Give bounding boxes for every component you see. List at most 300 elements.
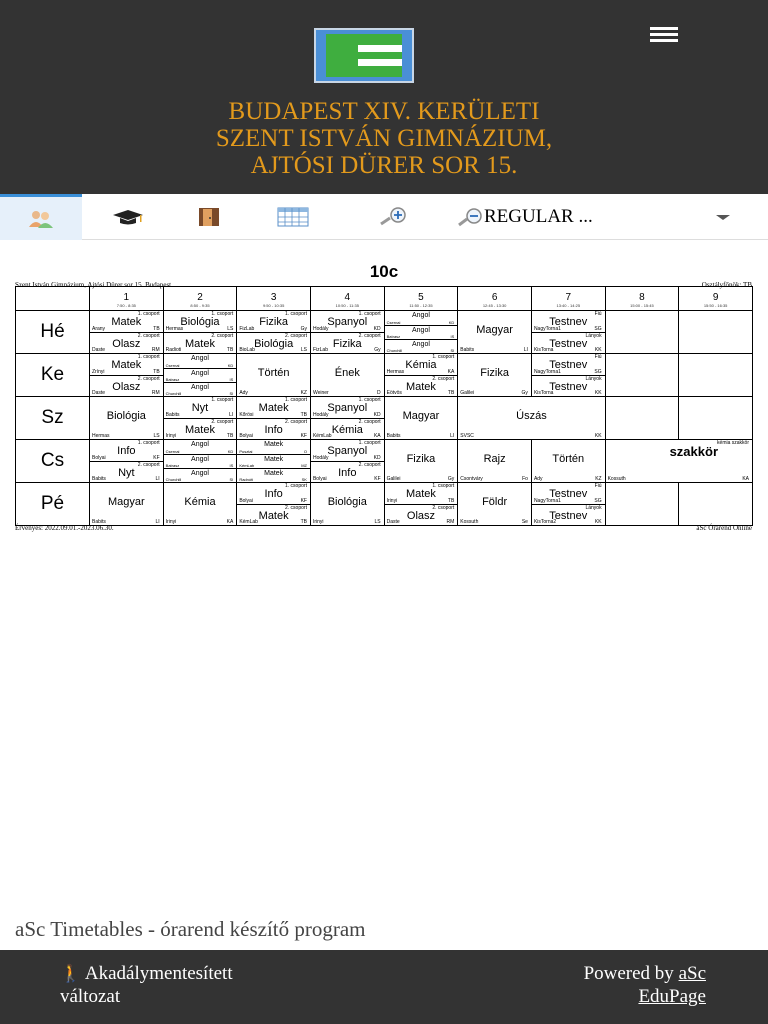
grid-calendar-icon	[277, 206, 309, 228]
room-teacher: Hermas	[386, 369, 405, 375]
room-teacher: Pusztai	[239, 448, 253, 454]
timetable-title: 10c	[369, 262, 399, 281]
subject: Info	[264, 488, 283, 500]
subject: Info	[117, 445, 136, 457]
subject: Olasz	[406, 510, 436, 522]
room-teacher: Daste	[92, 390, 106, 396]
subject: Biológia	[327, 496, 367, 508]
period-number: 9	[712, 292, 719, 303]
subject: Fizika	[480, 367, 509, 379]
group-label: 1. csoport	[285, 483, 307, 489]
lesson[interactable]	[90, 311, 163, 332]
room-teacher: Radnóti	[239, 476, 254, 482]
room-teacher: Ady	[239, 390, 248, 396]
accessibility-icon: 🚶	[60, 964, 82, 983]
subject: Testnev	[549, 510, 588, 522]
tab-classes[interactable]	[0, 194, 82, 240]
room-teacher: Hodály	[312, 455, 329, 461]
school-name-line: SZENT ISTVÁN GIMNÁZIUM,	[215, 125, 553, 152]
period-header	[458, 287, 532, 311]
group-label: Angol	[412, 312, 430, 319]
group-label: 1. csoport	[432, 354, 455, 360]
lesson[interactable]	[532, 504, 605, 525]
lesson-cell[interactable]	[163, 311, 237, 354]
subject: Magyar	[107, 496, 145, 508]
lesson[interactable]	[606, 440, 752, 482]
teacher-code: RM	[151, 347, 160, 353]
zoom-in-button[interactable]	[366, 194, 422, 240]
teacher-code: KA	[226, 519, 234, 525]
lesson[interactable]	[385, 311, 458, 325]
teacher-code: TB	[300, 519, 307, 525]
day-row	[16, 440, 753, 483]
teacher-code: TB	[447, 390, 455, 396]
room-teacher: KisTorna	[533, 347, 554, 353]
group-label: Angol	[412, 326, 430, 334]
hamburger-menu-icon[interactable]	[650, 27, 678, 41]
day-row	[16, 311, 753, 354]
lesson[interactable]	[164, 397, 237, 418]
room-teacher: Csernai	[165, 448, 180, 454]
teacher-code: SG	[594, 369, 602, 375]
lesson-cell[interactable]	[163, 397, 237, 440]
room-teacher: Babits	[92, 519, 106, 525]
timetable-select[interactable]	[484, 194, 744, 240]
room-teacher: Irinyi	[386, 498, 398, 504]
lesson[interactable]	[164, 454, 237, 468]
lesson-cell[interactable]	[90, 397, 164, 440]
room-teacher: Babits	[460, 347, 475, 353]
lesson[interactable]	[458, 354, 531, 396]
subject: Biológia	[106, 410, 146, 422]
subject: Ének	[334, 367, 360, 379]
group-label: 2. csoport	[358, 419, 381, 425]
lesson[interactable]	[90, 397, 163, 439]
lesson-cell[interactable]	[310, 440, 384, 483]
group-label: 1. csoport	[211, 311, 234, 317]
group-label: Angol	[191, 469, 209, 477]
room-teacher: Arany	[92, 326, 106, 332]
lesson[interactable]	[458, 483, 531, 525]
teacher-code: KF	[300, 433, 307, 439]
lesson[interactable]	[311, 418, 384, 439]
period-header-row	[16, 287, 753, 311]
lesson[interactable]	[311, 332, 384, 353]
teacher-code: Gy	[374, 347, 381, 353]
accessible-version-link[interactable]	[60, 962, 233, 1008]
day-row	[16, 397, 753, 440]
lesson-cell[interactable]	[90, 354, 164, 397]
lesson-cell[interactable]	[237, 483, 311, 526]
group-label: 1. csoport	[137, 440, 160, 446]
asc-tagline[interactable]: aSc Timetables - órarend készítő program	[15, 917, 366, 941]
lesson[interactable]	[532, 375, 605, 396]
teacher-code: LI	[155, 476, 160, 482]
accessible-label: Akadálymentesített	[84, 963, 233, 984]
group-label: Angol	[191, 455, 209, 463]
room-teacher: Churchill	[165, 476, 182, 482]
lesson-cell[interactable]	[531, 483, 605, 526]
teacher-code: TB	[153, 369, 160, 375]
subject: Testnev	[549, 359, 588, 371]
subject: Magyar	[476, 324, 513, 336]
room-teacher: KémLab	[239, 462, 255, 468]
lesson[interactable]	[164, 468, 237, 482]
period-header	[531, 287, 605, 311]
lesson[interactable]	[90, 440, 163, 461]
lesson-cell[interactable]	[237, 354, 311, 397]
group-label: 1. csoport	[358, 311, 381, 317]
period-number: 6	[491, 292, 498, 303]
lesson-cell[interactable]	[458, 397, 605, 440]
lesson[interactable]	[385, 375, 458, 396]
lesson[interactable]	[532, 440, 605, 482]
room-teacher: KisTorna2	[533, 519, 557, 525]
tab-overview[interactable]	[266, 194, 320, 240]
group-label: 2. csoport	[137, 376, 160, 382]
school-name	[40, 98, 728, 179]
lesson-cell[interactable]	[384, 311, 458, 354]
day-label: Ke	[16, 354, 90, 397]
lesson[interactable]	[311, 354, 384, 396]
corner-cell	[16, 287, 90, 311]
lesson[interactable]	[532, 311, 605, 332]
room-teacher: Irinyi	[165, 519, 177, 525]
period-time: 15:00 - 15:45	[630, 303, 654, 308]
tab-rooms[interactable]	[184, 194, 236, 240]
group-label: kémia szakkör	[717, 440, 749, 446]
room-teacher: Csontváry	[460, 476, 483, 482]
period-time: 7:50 - 8:35	[116, 303, 136, 308]
lesson[interactable]	[237, 454, 310, 468]
room-teacher: Daste	[386, 519, 400, 525]
lesson[interactable]	[164, 483, 237, 525]
room-teacher: Eötvös	[386, 390, 402, 396]
period-number: 4	[344, 292, 351, 303]
room-teacher: Zrínyi	[92, 369, 105, 375]
period-header	[310, 287, 384, 311]
teacher-code: LI	[229, 412, 234, 418]
group-label: 2. csoport	[285, 419, 307, 425]
lesson[interactable]	[311, 483, 384, 525]
lesson-cell[interactable]	[605, 440, 752, 483]
teacher-code: RM	[151, 390, 160, 396]
day-label: Hé	[16, 311, 90, 354]
subject: Matek	[185, 424, 215, 436]
graduation-cap-icon	[111, 208, 145, 226]
group-label: 1. csoport	[358, 397, 381, 403]
lesson-cell[interactable]	[90, 483, 164, 526]
subject: Matek	[405, 381, 436, 393]
lesson-cell[interactable]	[458, 483, 532, 526]
teacher-code: D	[377, 390, 381, 396]
subject: Magyar	[402, 410, 440, 422]
lesson-cell[interactable]	[310, 354, 384, 397]
day-row	[16, 354, 753, 397]
lesson[interactable]	[164, 418, 237, 439]
lesson-cell[interactable]	[531, 354, 605, 397]
lesson-cell[interactable]	[384, 483, 458, 526]
teacher-code: KF	[153, 455, 160, 461]
teacher-code: KK	[594, 433, 602, 439]
lesson[interactable]	[237, 354, 310, 396]
teacher-code: KZ	[300, 390, 307, 396]
subject: Testnev	[549, 488, 588, 500]
teacher-code: KK	[594, 390, 602, 396]
teacher-code: SI	[229, 476, 234, 482]
lesson[interactable]	[532, 332, 605, 353]
lesson[interactable]	[237, 418, 310, 439]
teacher-code: LI	[523, 347, 528, 353]
lesson-cell[interactable]	[237, 397, 311, 440]
group-label: Angol	[191, 369, 209, 377]
teacher-code: SG	[594, 498, 602, 504]
lesson[interactable]	[532, 483, 605, 504]
day-label: Pé	[16, 483, 90, 526]
subject: Testnev	[549, 381, 588, 393]
lesson-cell[interactable]	[458, 354, 532, 397]
subject: Földr	[482, 496, 508, 508]
lesson-cell	[605, 354, 679, 397]
lesson-cell[interactable]	[384, 440, 458, 483]
lesson[interactable]	[90, 354, 163, 375]
room-teacher: Galilei	[460, 390, 475, 396]
teacher-code: TB	[226, 433, 234, 439]
group-label: Fiú	[594, 311, 602, 317]
lesson-cell	[679, 483, 753, 526]
group-label: 2. csoport	[285, 333, 307, 339]
lesson[interactable]	[90, 483, 163, 525]
lesson[interactable]	[311, 440, 384, 461]
lesson[interactable]	[237, 440, 310, 454]
lesson-cell[interactable]	[458, 311, 532, 354]
period-header	[237, 287, 311, 311]
lesson[interactable]	[385, 354, 458, 375]
lesson[interactable]	[385, 440, 458, 482]
period-time: 9:50 - 10:35	[262, 303, 285, 308]
lesson[interactable]	[164, 332, 237, 353]
group-label: Angol	[412, 340, 430, 348]
room-teacher: Bolyai	[239, 498, 253, 504]
period-time: 11:50 - 12:35	[409, 303, 433, 308]
group-label: Matek	[264, 455, 284, 463]
room-teacher: Kossuth	[607, 476, 626, 482]
subject: szakkör	[669, 444, 718, 459]
teacher-code: KK	[594, 347, 602, 353]
edupage-link[interactable]: EduPage	[638, 986, 706, 1007]
group-label: 1. csoport	[211, 397, 234, 403]
teacher-code: LI	[155, 519, 160, 525]
subject: Testnev	[549, 338, 588, 350]
lesson-cell[interactable]	[237, 311, 311, 354]
people-icon	[26, 209, 56, 229]
lesson[interactable]	[385, 397, 458, 439]
teacher-code: TB	[447, 498, 455, 504]
teacher-code: KA	[742, 476, 749, 482]
lesson[interactable]	[237, 311, 310, 332]
lesson[interactable]	[385, 339, 458, 353]
lesson[interactable]	[458, 440, 531, 482]
room-teacher: Batrasz	[165, 376, 180, 382]
subject: Info	[264, 424, 283, 436]
teacher-code: KF	[300, 498, 307, 504]
lesson-cell[interactable]	[90, 440, 164, 483]
zoom-out-button[interactable]	[456, 194, 486, 240]
group-label: 2. csoport	[358, 333, 381, 339]
lesson[interactable]	[164, 354, 237, 368]
teacher-code: TB	[153, 326, 160, 332]
lesson-cell[interactable]	[384, 397, 458, 440]
period-time: 8:50 - 9:35	[190, 303, 210, 308]
subject: Rajz	[483, 453, 506, 465]
room-teacher: Hodály	[312, 412, 329, 418]
teacher-code: IS	[450, 333, 455, 339]
room-teacher: Batrasz	[386, 333, 401, 339]
lesson-cell[interactable]	[163, 440, 237, 483]
lesson[interactable]	[311, 311, 384, 332]
teacher-code: KD	[373, 412, 381, 418]
teacher-code: MZ	[301, 462, 307, 468]
lesson-cell[interactable]	[310, 397, 384, 440]
teacher-code: SI	[450, 347, 455, 353]
lesson-cell[interactable]	[458, 440, 532, 483]
lesson-cell[interactable]	[531, 440, 605, 483]
period-number: 8	[639, 292, 645, 303]
lesson[interactable]	[385, 504, 458, 525]
subject: Info	[338, 467, 357, 479]
zoom-in-icon	[377, 206, 411, 228]
subject: Matek	[111, 316, 142, 328]
lesson-cell	[679, 311, 753, 354]
room-teacher: Irinyi	[165, 433, 177, 439]
group-label: 1. csoport	[137, 354, 160, 360]
subject: Matek	[405, 488, 436, 500]
lesson-cell[interactable]	[163, 354, 237, 397]
lesson[interactable]	[385, 325, 458, 339]
group-label: Angol	[191, 441, 209, 448]
room-teacher: NagyTorna1	[533, 326, 561, 332]
timetable-toolbar	[0, 194, 768, 240]
group-label: 2. csoport	[211, 419, 234, 425]
room-teacher: Radioti	[165, 347, 182, 353]
lesson-cell[interactable]	[237, 440, 311, 483]
lesson[interactable]	[237, 332, 310, 353]
lesson[interactable]	[311, 397, 384, 418]
lesson[interactable]	[237, 468, 310, 482]
teacher-code: TB	[300, 412, 307, 418]
subject: Spanyol	[327, 402, 368, 414]
validity-text: Érvényes: 2022.09.01.-2023.06.30.	[15, 524, 114, 532]
teacher-code: Gy	[447, 476, 455, 482]
group-label: 2. csoport	[432, 505, 455, 511]
room-teacher: Churchill	[165, 390, 182, 396]
subject: Nyt	[118, 467, 135, 479]
teacher-code: LS	[227, 326, 234, 332]
room-teacher: KémLab	[239, 519, 258, 525]
subject: Fizika	[259, 316, 288, 328]
lesson[interactable]	[164, 440, 237, 454]
powered-by	[584, 962, 706, 1008]
lesson[interactable]	[90, 332, 163, 353]
subject: Matek	[258, 402, 289, 414]
lesson-cell[interactable]	[384, 354, 458, 397]
group-label: 2. csoport	[432, 376, 455, 382]
group-label: Lányok	[585, 333, 602, 339]
door-icon	[197, 206, 223, 228]
lesson-cell[interactable]	[310, 311, 384, 354]
room-teacher: Galilei	[386, 476, 401, 482]
group-label: 2. csoport	[137, 462, 160, 468]
lesson[interactable]	[164, 382, 237, 396]
teacher-code: SG	[594, 326, 602, 332]
lesson[interactable]	[164, 311, 237, 332]
group-label: Fiú	[594, 483, 602, 489]
day-label: Sz	[16, 397, 90, 440]
subject: Történ	[257, 367, 290, 379]
powered-by-prefix: Powered by	[583, 963, 674, 984]
group-label: Fiú	[594, 354, 602, 360]
lesson[interactable]	[532, 354, 605, 375]
lesson-cell	[605, 483, 679, 526]
room-teacher: Csernai	[165, 362, 180, 368]
room-teacher: SVSC	[460, 433, 474, 439]
edupage-logo[interactable]	[314, 28, 414, 83]
subject: Nyt	[191, 402, 209, 414]
subject: Testnev	[549, 316, 588, 328]
subject: Spanyol	[327, 316, 368, 328]
lesson-cell[interactable]	[163, 483, 237, 526]
lesson[interactable]	[458, 397, 604, 439]
asc-link[interactable]: aSc	[678, 963, 706, 984]
period-header	[605, 287, 679, 311]
lesson[interactable]	[237, 483, 310, 504]
lesson-cell[interactable]	[531, 311, 605, 354]
group-label: 1. csoport	[285, 311, 307, 317]
lesson[interactable]	[90, 375, 163, 396]
lesson[interactable]	[311, 461, 384, 482]
teacher-code: TB	[226, 347, 234, 353]
period-time: 15:50 - 16:35	[703, 303, 728, 308]
lesson-cell	[679, 354, 753, 397]
lesson[interactable]	[237, 504, 310, 525]
timetable-grid	[15, 286, 753, 526]
lesson[interactable]	[90, 461, 163, 482]
lesson-cell[interactable]	[310, 483, 384, 526]
period-time: 12:45 - 13:30	[482, 303, 507, 308]
room-teacher: NagyTorna1	[533, 498, 561, 504]
room-teacher: Daste	[92, 347, 106, 353]
chevron-down-icon	[716, 215, 730, 220]
lesson[interactable]	[164, 368, 237, 382]
group-label: 2. csoport	[285, 505, 307, 511]
teacher-code: IS	[229, 462, 234, 468]
subject: Matek	[185, 338, 215, 350]
lesson[interactable]	[237, 397, 310, 418]
period-number: 3	[270, 292, 277, 303]
lesson[interactable]	[458, 311, 531, 353]
period-header	[679, 287, 753, 311]
period-number: 7	[565, 292, 572, 303]
lesson-cell[interactable]	[90, 311, 164, 354]
room-teacher: Batrasz	[165, 462, 180, 468]
group-label: Lányok	[585, 505, 602, 511]
tab-teachers[interactable]	[100, 194, 156, 240]
room-teacher: Bolyai	[92, 455, 106, 461]
teacher-code: KD	[373, 326, 381, 332]
teacher-code: Fo	[522, 476, 528, 482]
room-teacher: Babits	[92, 476, 106, 482]
lesson[interactable]	[385, 483, 458, 504]
